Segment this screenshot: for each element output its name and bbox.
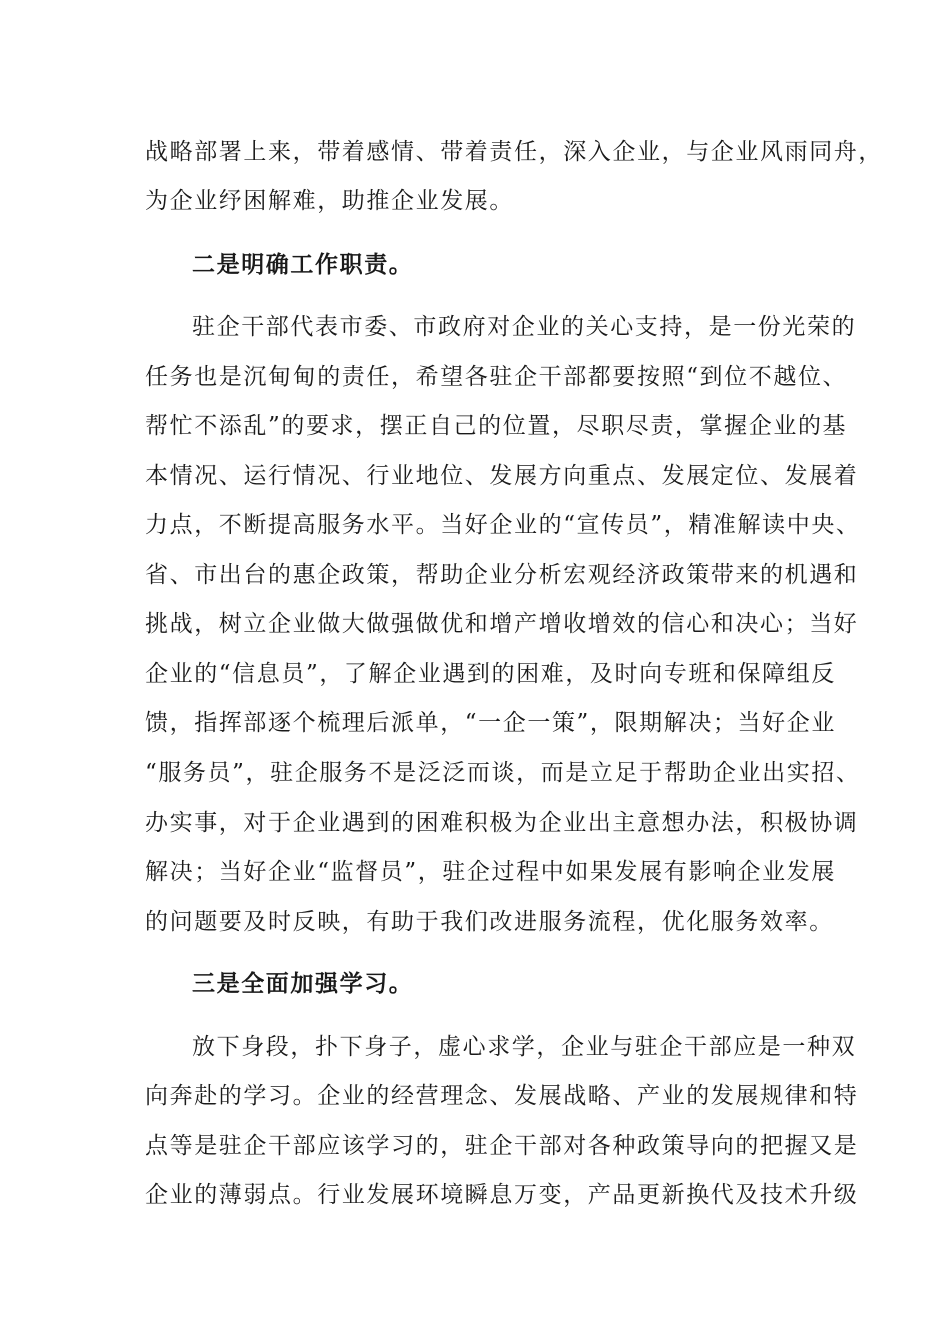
- section-heading-2: 二是明确工作职责。: [192, 251, 414, 278]
- section-heading-3: 三是全面加强学习。: [192, 970, 414, 997]
- paragraph-3-line-1: 放下身段，扑下身子，虚心求学，企业与驻企干部应是一种双: [192, 1034, 857, 1060]
- paragraph-2-line-2: 任务也是沉甸甸的责任，希望各驻企干部都要按照“到位不越位、: [145, 364, 848, 390]
- paragraph-2-line-5: 力点，不断提高服务水平。当好企业的“宣传员”，精准解读中央、: [145, 512, 861, 538]
- paragraph-2-line-12: 解决；当好企业“监督员”，驻企过程中如果发展有影响企业发展: [145, 859, 836, 885]
- paragraph-2-line-10: “服务员”，驻企服务不是泛泛而谈，而是立足于帮助企业出实招、: [145, 760, 861, 786]
- paragraph-2-line-7: 挑战，树立企业做大做强做优和增产增收增效的信心和决心；当好: [145, 611, 859, 637]
- paragraph-1-line-2: 为企业纾困解难，助推企业发展。: [145, 188, 514, 214]
- paragraph-2-line-3: 帮忙不添乱”的要求，摆正自己的位置，尽职尽责，掌握企业的基: [145, 413, 848, 439]
- paragraph-2-line-11: 办实事，对于企业遇到的困难积极为企业出主意想办法，积极协调: [145, 810, 859, 836]
- paragraph-2-line-8: 企业的“信息员”，了解企业遇到的困难，及时向专班和保障组反: [145, 661, 836, 687]
- paragraph-2-line-4: 本情况、运行情况、行业地位、发展方向重点、发展定位、发展着: [145, 463, 859, 489]
- paragraph-1-line-1: 战略部署上来，带着感情、带着责任，深入企业，与企业风雨同舟，: [145, 139, 883, 165]
- paragraph-2-line-6: 省、市出台的惠企政策，帮助企业分析宏观经济政策带来的机遇和: [145, 562, 859, 588]
- paragraph-3-line-3: 点等是驻企干部应该学习的，驻企干部对各种政策导向的把握又是: [145, 1133, 859, 1159]
- paragraph-2-line-13: 的问题要及时反映，有助于我们改进服务流程，优化服务效率。: [145, 909, 834, 935]
- paragraph-3-line-4: 企业的薄弱点。行业发展环境瞬息万变，产品更新换代及技术升级: [145, 1182, 859, 1208]
- paragraph-2-line-1: 驻企干部代表市委、市政府对企业的关心支持，是一份光荣的: [192, 314, 857, 340]
- paragraph-3-line-2: 向奔赴的学习。企业的经营理念、发展战略、产业的发展规律和特: [145, 1083, 859, 1109]
- paragraph-2-line-9: 馈，指挥部逐个梳理后派单，“一企一策”，限期解决；当好企业: [145, 710, 836, 736]
